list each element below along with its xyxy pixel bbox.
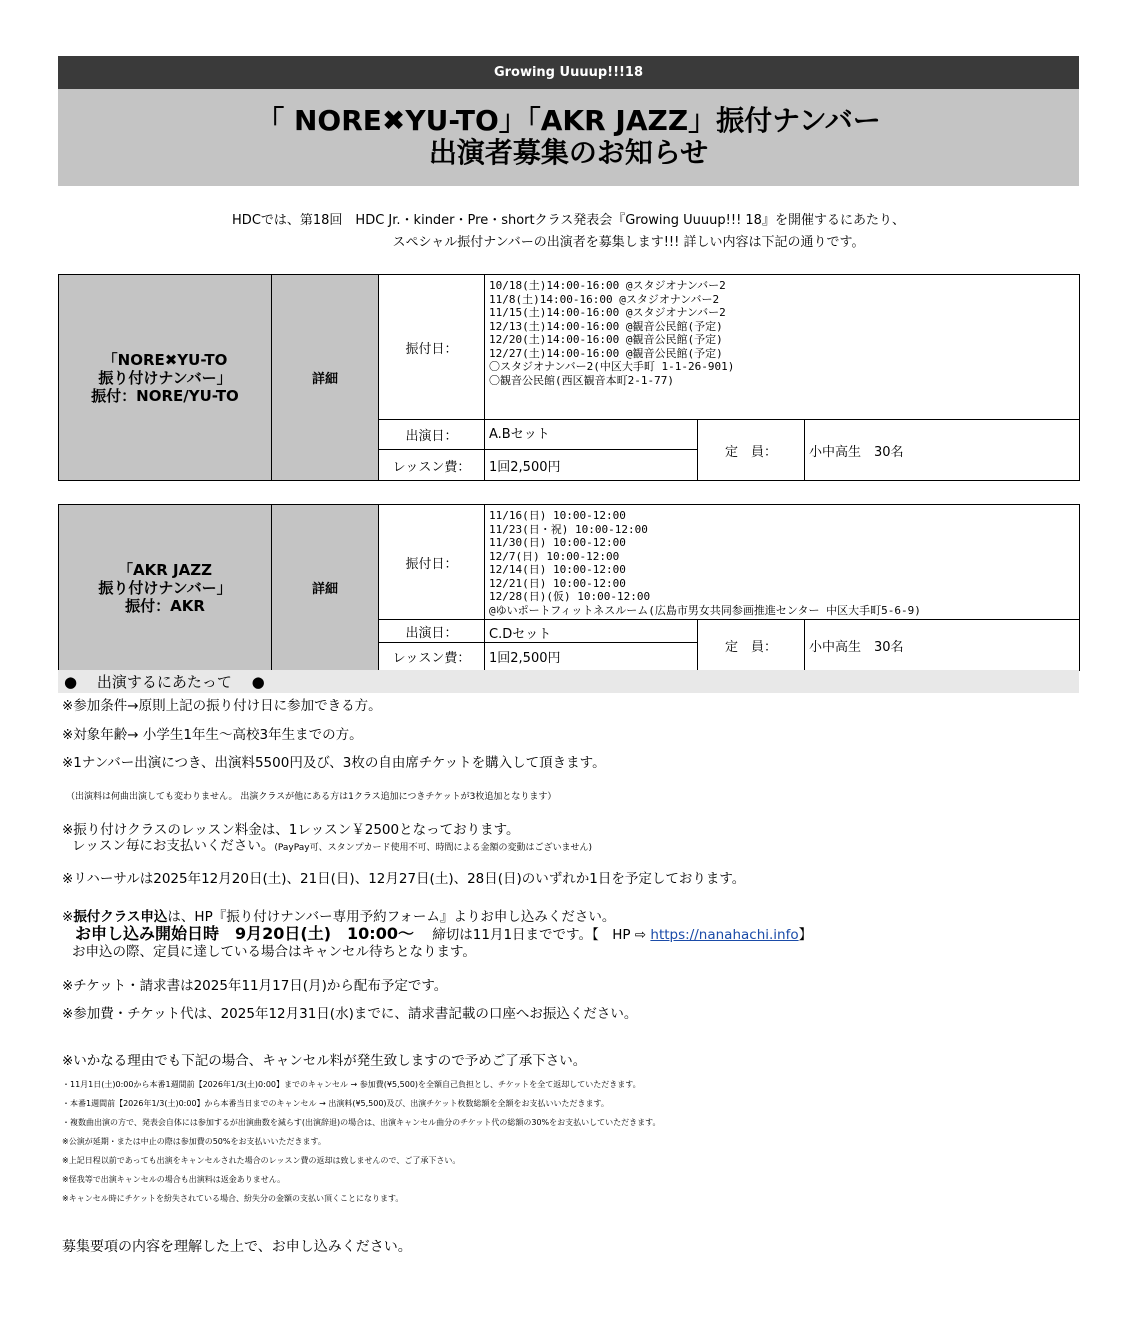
note-age: ※対象年齢→ 小学生1年生～高校3年生までの方。 xyxy=(62,727,363,743)
cancel-item: ・複数曲出演の方で、発表会自体には参加するが出演曲数を減らす(出演辞退)の場合は、出演キャンセル曲分のチケット代の総額の30%をお支払いしていただきます。 xyxy=(62,1118,661,1127)
capacity-label: 定 員： xyxy=(698,620,805,671)
show-value: C.Dセット xyxy=(485,620,698,643)
intro xyxy=(58,210,1079,254)
event-name: Growing Uuuup!!!18 xyxy=(493,65,644,80)
schedule-item: 11/23(日・祝) 10:00-12:00 xyxy=(489,522,648,536)
event-banner xyxy=(58,56,1079,89)
schedule-item: 11/15(土)14:00-16:00 @スタジオナンバー2 xyxy=(489,306,726,319)
schedule-item: 11/16(日) 10:00-12:00 xyxy=(489,509,626,522)
note-apply-capacity: お申込の際、定員に達している場合はキャンセル待ちとなります。 xyxy=(72,944,476,960)
title-banner xyxy=(58,89,1079,186)
schedule-label: 振付日： xyxy=(379,505,485,620)
intro-line-1: HDCでは、第18回 HDC Jr.・kinder・Pre・shortクラス発表会『Growing Uuuup!!! 18』を開催するにあたり、 xyxy=(232,213,905,228)
show-label: 出演日： xyxy=(379,620,485,643)
cancel-item: ※怪我等で出演キャンセルの場合も出演料は返金ありません。 xyxy=(62,1175,286,1184)
number-table-nore xyxy=(58,274,1080,481)
schedule-item: 〇観音公民館(西区観音本町2-1-77) xyxy=(489,373,674,387)
schedule-item: 12/27(土)14:00-16:00 @観音公民館(予定) xyxy=(489,346,723,360)
fee-label: レッスン費： xyxy=(379,643,485,671)
schedule-list xyxy=(485,275,1080,420)
title-line: 振付：NORE/YU-TO xyxy=(91,386,239,405)
detail-label: 詳細 xyxy=(272,275,379,481)
schedule-list xyxy=(485,505,1080,620)
title-line: 振付：AKR xyxy=(125,596,205,615)
cancel-item: ※公演が延期・または中止の際は参加費の50%をお支払いいただきます。 xyxy=(62,1137,326,1146)
number-title xyxy=(59,275,272,481)
schedule-item: 〇スタジオナンバー2(中区大手町 1-1-26-901) xyxy=(489,360,735,373)
fee-value: 1回2,500円 xyxy=(485,643,698,671)
intro-line-2: スペシャル振付ナンバーの出演者を募集します!!! 詳しい内容は下記の通りです。 xyxy=(392,235,865,250)
apply-prefix: ※ xyxy=(62,909,74,925)
note-fee: ※1ナンバー出演につき、出演料5500円及び、3枚の自由席チケットを購入して頂きます。 xyxy=(62,755,606,771)
schedule-item: 11/8(土)14:00-16:00 @スタジオナンバー2 xyxy=(489,292,720,306)
note-lesson-pay xyxy=(72,838,592,857)
page-title: 「 NORE✖YU-TO」「AKR JAZZ」振付ナンバー xyxy=(256,104,881,137)
apply-deadline: 締切は11月1日までです。【 HP ⇨ xyxy=(432,927,647,943)
schedule-item: 11/30(日) 10:00-12:00 xyxy=(489,536,626,549)
section-title: ● 出演するにあたって ● xyxy=(64,673,265,691)
capacity-value: 小中高生 30名 xyxy=(805,620,1080,671)
title-line: 「AKR JAZZ xyxy=(118,560,212,579)
title-line: 振り付けナンバー」 xyxy=(98,578,232,597)
note-rehearsal: ※リハーサルは2025年12月20日(土)、21日(日)、12月27日(土)、28日(日)のいずれか1日を予定しております。 xyxy=(62,871,746,887)
hp-link[interactable]: https://nanahachi.info xyxy=(650,927,799,943)
capacity-value: 小中高生 30名 xyxy=(805,420,1080,481)
schedule-label: 振付日： xyxy=(379,275,485,420)
lesson-pay-text: レッスン毎にお支払いください。 xyxy=(72,838,275,854)
apply-rest: は、HP『振り付けナンバー専用予約フォーム』よりお申し込みください。 xyxy=(167,909,616,925)
schedule-item: 12/7(日) 10:00-12:00 xyxy=(489,549,620,563)
schedule-item: 10/18(土)14:00-16:00 @スタジオナンバー2 xyxy=(489,279,726,292)
apply-close: 】 xyxy=(798,927,813,943)
capacity-label: 定 員： xyxy=(698,420,805,481)
closing-note: 募集要項の内容を理解した上で、お申し込みください。 xyxy=(62,1239,412,1255)
cancel-item: ・11月1日(土)0:00から本番1週間前【2026年1/3(土)0:00】までのキャンセル → 参加費(¥5,500)を全額自己負担とし、チケットを全て返却していただきます。 xyxy=(62,1080,641,1089)
schedule-item: 12/13(土)14:00-16:00 @観音公民館(予定) xyxy=(489,319,723,333)
show-label: 出演日： xyxy=(379,420,485,450)
lesson-pay-detail: (PayPay可、スタンプカード使用不可、時間による金額の変動はございません) xyxy=(274,843,593,853)
title-line: 「NORE✖YU-TO xyxy=(102,350,228,369)
apply-start-date: お申し込み開始日時 9月20日(土) 10:00～ xyxy=(75,924,414,943)
detail-label: 詳細 xyxy=(272,505,379,671)
schedule-item: 12/20(土)14:00-16:00 @観音公民館(予定) xyxy=(489,333,723,346)
note-tickets: ※チケット・請求書は2025年11月17日(月)から配布予定です。 xyxy=(62,978,448,994)
apply-bold: 振付クラス申込 xyxy=(73,909,168,925)
cancel-item: ※キャンセル時にチケットを紛失されている場合、紛失分の金額の支払い頂くことになります。 xyxy=(62,1194,404,1203)
cancel-title: ※いかなる理由でも下記の場合、キャンセル料が発生致しますので予めご了承下さい。 xyxy=(62,1053,587,1069)
cancel-item: ※上記日程以前であっても出演をキャンセルされた場合のレッスン費の返却は致しませんので、ご了承下さい。 xyxy=(62,1156,461,1165)
schedule-item: @ゆいポートフィットネスルーム(広島市男女共同参画推進センター 中区大手町5-6-9) xyxy=(489,603,921,617)
note-conditions: ※参加条件→原則上記の振り付け日に参加できる方。 xyxy=(62,698,382,714)
number-table-akr xyxy=(58,504,1080,671)
schedule-item: 12/28(日)(仮) 10:00-12:00 xyxy=(489,590,651,603)
number-title xyxy=(59,505,272,671)
schedule-item: 12/14(日) 10:00-12:00 xyxy=(489,563,626,576)
show-value: A.Bセット xyxy=(485,420,698,450)
title-line: 振り付けナンバー」 xyxy=(98,368,232,387)
page-subtitle: 出演者募集のお知らせ xyxy=(428,136,709,169)
note-lesson-fee: ※振り付けクラスのレッスン料金は、1レッスン￥2500となっております。 xyxy=(62,822,520,838)
fee-label: レッスン費： xyxy=(379,450,485,481)
fee-value: 1回2,500円 xyxy=(485,450,698,481)
note-apply-start xyxy=(75,925,812,944)
schedule-item: 12/21(日) 10:00-12:00 xyxy=(489,576,626,590)
cancel-item: ・本番1週間前【2026年1/3(土)0:00】から本番当日までのキャンセル → 出演料(¥5,500)及び、出演チケット枚数総額を全額をお支払いいただきます。 xyxy=(62,1099,609,1108)
note-payment: ※参加費・チケット代は、2025年12月31日(水)までに、請求書記載の口座へお振込ください。 xyxy=(62,1006,638,1022)
note-fee-detail: （出演料は何曲出演しても変わりません。 出演クラスが他にある方は1クラス追加につきチケットが3枚追加となります） xyxy=(66,792,557,802)
section-header xyxy=(58,670,1079,693)
